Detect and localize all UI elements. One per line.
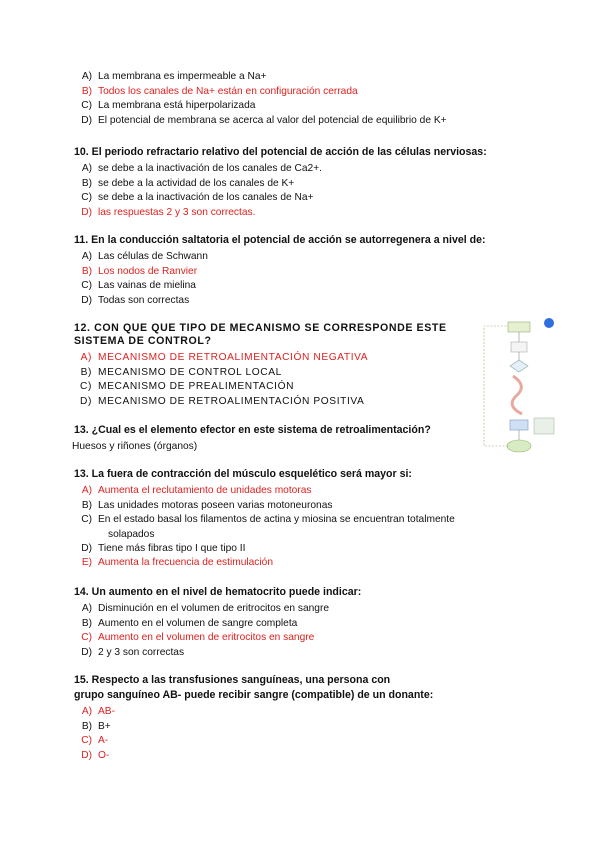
option-letter: C) xyxy=(81,632,92,644)
question-13-effector xyxy=(0,424,600,453)
q15-title-line2: grupo sanguíneo AB- puede recibir sangre (compatible) de un donante: xyxy=(74,689,434,701)
option-text: AB- xyxy=(98,706,115,717)
option-row xyxy=(0,749,600,764)
option-row xyxy=(0,646,600,661)
q13b-option xyxy=(0,556,600,571)
option-text: Aumenta la frecuencia de estimulación xyxy=(98,557,273,569)
option-text: La membrana está hiperpolarizada xyxy=(98,100,256,112)
question-14 xyxy=(0,586,600,660)
option-text: Disminución en el volumen de eritrocitos en sangre xyxy=(98,603,330,614)
option-letter: D) xyxy=(81,749,92,761)
option-text: B+ xyxy=(98,720,111,732)
q13b-option xyxy=(0,484,600,499)
option-letter: D) xyxy=(80,395,92,407)
option-row xyxy=(0,99,600,114)
option-row xyxy=(0,294,600,309)
option-row xyxy=(0,705,600,720)
option-text: Las vainas de mielina xyxy=(98,280,196,292)
q9-options xyxy=(0,70,600,128)
option-letter: D) xyxy=(81,646,92,658)
option-row xyxy=(0,265,600,280)
option-row xyxy=(0,602,600,617)
option-letter: A) xyxy=(81,163,92,174)
question-9 xyxy=(0,70,600,128)
option-row xyxy=(0,720,600,735)
option-row xyxy=(0,191,600,206)
option-letter: A) xyxy=(81,603,92,614)
option-letter: B) xyxy=(81,85,92,97)
option-text: Tiene más fibras tipo I que tipo II xyxy=(98,542,246,554)
question-11 xyxy=(0,234,600,308)
option-letter: C) xyxy=(81,735,92,747)
option-text: Aumento en el volumen de sangre completa xyxy=(98,617,298,629)
option-row xyxy=(0,177,600,192)
option-letter: C) xyxy=(81,100,92,112)
option-text: A- xyxy=(98,735,109,747)
option-letter: B) xyxy=(81,720,92,732)
q14-title: 14. Un aumento en el nivel de hematocrito puede indicar: xyxy=(74,586,362,598)
option-row xyxy=(0,279,600,294)
option-letter: C) xyxy=(81,514,92,526)
option-letter: D) xyxy=(81,206,92,218)
option-letter: B) xyxy=(81,265,92,277)
option-text: En el estado basal los filamentos de actina y miosina se encuentran totalmente xyxy=(98,514,455,526)
option-text: Aumento en el volumen de eritrocitos en sangre xyxy=(98,632,315,644)
q12-title-line1: 12. CON QUE QUE TIPO DE MECANISMO SE CORRESPONDE ESTE xyxy=(74,322,447,334)
q14-options xyxy=(0,602,600,660)
option-row xyxy=(0,114,600,129)
question-15 xyxy=(0,674,600,763)
option-text: Las unidades motoras poseen varias motoneuronas xyxy=(98,499,333,511)
q12-title-line2: SISTEMA DE CONTROL? xyxy=(74,335,212,347)
q10-options xyxy=(0,162,600,220)
option-letter: C) xyxy=(80,381,92,393)
option-text: Aumenta el reclutamiento de unidades motoras xyxy=(98,485,312,496)
q10-title: 10. El periodo refractario relativo del potencial de acción de las células nerviosas: xyxy=(74,146,487,158)
q13b-option xyxy=(0,513,600,528)
question-13-muscle xyxy=(0,468,600,571)
option-letter: A) xyxy=(81,485,92,496)
option-text: MECANISMO DE RETROALIMENTACIÓN NEGATIVA xyxy=(98,352,369,363)
option-letter: B) xyxy=(80,366,92,378)
option-text: MECANISMO DE CONTROL LOCAL xyxy=(98,366,282,378)
q13b-option xyxy=(0,499,600,514)
q13b-option-c-continuation: solapados xyxy=(108,528,155,540)
option-text: las respuestas 2 y 3 son correctas. xyxy=(98,206,256,218)
question-10 xyxy=(0,146,600,220)
option-text: MECANISMO DE RETROALIMENTACIÓN POSITIVA xyxy=(98,395,365,407)
option-letter: A) xyxy=(81,251,92,262)
option-letter: A) xyxy=(81,71,92,82)
q13a-answer: Huesos y riñones (órganos) xyxy=(72,441,198,452)
option-text: 2 y 3 son correctas xyxy=(98,646,185,658)
option-text: El potencial de membrana se acerca al valor del potencial de equilibrio de K+ xyxy=(98,114,447,126)
option-letter: B) xyxy=(81,617,92,629)
option-text: Las células de Schwann xyxy=(98,251,208,262)
q13b-option xyxy=(0,542,600,557)
option-text: La membrana es impermeable a Na+ xyxy=(98,71,267,82)
option-letter: B) xyxy=(81,177,92,189)
q13b-title: 13. La fuera de contracción del músculo esquelético será mayor si: xyxy=(74,468,412,480)
option-letter: B) xyxy=(81,499,92,511)
option-row xyxy=(0,250,600,265)
option-row xyxy=(0,85,600,100)
option-letter: D) xyxy=(81,114,92,126)
option-row xyxy=(0,617,600,632)
q15-title-line1: 15. Respecto a las transfusiones sanguíneas, una persona con xyxy=(74,674,391,686)
option-letter: E) xyxy=(81,557,92,569)
option-row xyxy=(0,734,600,749)
q13a-title: 13. ¿Cual es el elemento efector en este sistema de retroalimentación? xyxy=(74,424,431,436)
option-text: se debe a la inactivación de los canales de Ca2+. xyxy=(98,163,322,174)
option-letter: C) xyxy=(81,280,92,292)
option-letter: A) xyxy=(81,706,92,717)
q11-options xyxy=(0,250,600,308)
option-row xyxy=(0,206,600,221)
option-text: Los nodos de Ranvier xyxy=(98,265,198,277)
option-text: se debe a la inactivación de los canales de Na+ xyxy=(98,192,314,204)
option-text: O- xyxy=(98,749,110,761)
option-row xyxy=(0,631,600,646)
option-text: Todos los canales de Na+ están en configuración cerrada xyxy=(98,85,358,97)
option-letter: A) xyxy=(80,352,92,363)
option-letter: D) xyxy=(81,542,92,554)
option-text: se debe a la actividad de los canales de K+ xyxy=(98,177,295,189)
option-letter: C) xyxy=(81,192,92,204)
q15-options xyxy=(0,705,600,763)
option-text: MECANISMO DE PREALIMENTACIÓN xyxy=(98,381,295,393)
option-row xyxy=(0,162,600,177)
option-row xyxy=(0,70,600,85)
blue-dot-marker xyxy=(544,318,554,328)
q11-title: 11. En la conducción saltatoria el potencial de acción se autorregenera a nivel de: xyxy=(74,234,486,246)
diagram-node-receptor xyxy=(511,342,527,352)
option-letter: D) xyxy=(81,294,92,306)
option-text: Todas son correctas xyxy=(98,294,190,306)
diagram-node-stimulus xyxy=(508,322,530,332)
